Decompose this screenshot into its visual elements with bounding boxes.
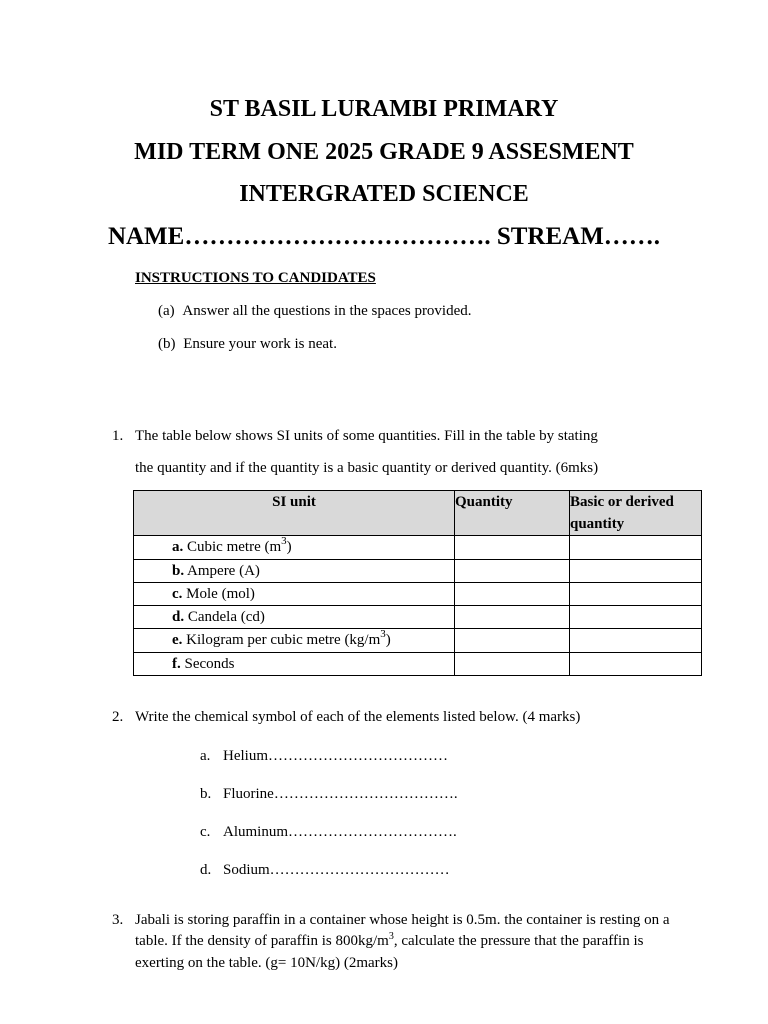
table-header-row bbox=[134, 491, 702, 536]
type-answer-cell[interactable] bbox=[570, 653, 702, 676]
item-letter: b. bbox=[200, 786, 212, 802]
quantity-answer-cell[interactable] bbox=[455, 653, 570, 676]
si-unit-cell bbox=[134, 606, 455, 629]
row-unit: Mole (mol) bbox=[186, 586, 255, 602]
instruction-a bbox=[158, 301, 472, 321]
item-letter: a. bbox=[200, 748, 211, 764]
table-row bbox=[134, 536, 702, 560]
q2-item-c bbox=[200, 822, 457, 842]
table-row bbox=[134, 653, 702, 676]
row-letter: a. bbox=[172, 539, 184, 555]
item-text: Helium……………………………… bbox=[223, 748, 448, 764]
table-row bbox=[134, 560, 702, 583]
instruction-marker: (b) bbox=[158, 336, 176, 352]
instructions-title: INSTRUCTIONS TO CANDIDATES bbox=[135, 270, 376, 286]
table-row bbox=[134, 606, 702, 629]
name-stream-line: NAME………………………………. STREAM……. bbox=[107, 223, 661, 250]
row-unit: Ampere (A) bbox=[187, 563, 260, 579]
row-unit: Seconds bbox=[184, 656, 235, 672]
row-letter: e. bbox=[172, 632, 183, 648]
item-text: Aluminum……………………………. bbox=[223, 824, 457, 840]
item-text: Sodium……………………………… bbox=[223, 862, 450, 878]
item-letter: d. bbox=[200, 862, 212, 878]
q1-number: 1. bbox=[112, 428, 124, 444]
row-letter: f. bbox=[172, 656, 181, 672]
row-unit-tail: ) bbox=[385, 632, 391, 648]
instruction-marker: (a) bbox=[158, 303, 175, 319]
quantity-answer-cell[interactable] bbox=[455, 560, 570, 583]
q2-number: 2. bbox=[112, 709, 124, 725]
item-text: Fluorine………………………………. bbox=[223, 786, 458, 802]
header-quantity: Quantity bbox=[455, 491, 570, 536]
q2-text: Write the chemical symbol of each of the elements listed below. (4 marks) bbox=[135, 709, 581, 725]
row-letter: d. bbox=[172, 609, 185, 625]
q2-item-a bbox=[200, 746, 448, 766]
item-letter: c. bbox=[200, 824, 211, 840]
q3-text-part2: , calculate the pressure that the paraffin is exerting on the table. (g= 10N/kg) (2marks) bbox=[135, 933, 644, 971]
si-unit-cell bbox=[134, 629, 455, 653]
q1-text-line1: The table below shows SI units of some quantities. Fill in the table by stating bbox=[135, 428, 598, 444]
header-basic-or-derived: Basic or derived quantity bbox=[570, 491, 702, 536]
type-answer-cell[interactable] bbox=[570, 629, 702, 653]
type-answer-cell[interactable] bbox=[570, 606, 702, 629]
si-unit-cell bbox=[134, 653, 455, 676]
quantity-answer-cell[interactable] bbox=[455, 536, 570, 560]
row-letter: b. bbox=[172, 563, 185, 579]
si-unit-cell bbox=[134, 560, 455, 583]
si-unit-cell bbox=[134, 583, 455, 606]
quantity-answer-cell[interactable] bbox=[455, 629, 570, 653]
row-unit: Cubic metre (m bbox=[187, 539, 282, 555]
type-answer-cell[interactable] bbox=[570, 560, 702, 583]
instruction-text: Answer all the questions in the spaces provided. bbox=[182, 303, 472, 319]
instruction-b bbox=[158, 334, 337, 354]
row-unit-superscript: 3 bbox=[380, 628, 386, 640]
exam-title: MID TERM ONE 2025 GRADE 9 ASSESMENT bbox=[134, 139, 634, 165]
school-name: ST BASIL LURAMBI PRIMARY bbox=[209, 96, 559, 122]
header-si-unit: SI unit bbox=[134, 491, 455, 536]
type-answer-cell[interactable] bbox=[570, 583, 702, 606]
q3-text-part1: Jabali is storing paraffin in a container whose height is 0.5m. the container is resting on a table. If the density of paraffin is 800kg/m bbox=[135, 912, 670, 949]
quantity-answer-cell[interactable] bbox=[455, 583, 570, 606]
q2-item-d bbox=[200, 860, 450, 880]
q2-item-b bbox=[200, 784, 458, 804]
row-unit-superscript: 3 bbox=[281, 535, 287, 547]
table-row bbox=[134, 629, 702, 653]
row-unit: Kilogram per cubic metre (kg/m bbox=[186, 632, 381, 648]
table-row bbox=[134, 583, 702, 606]
row-unit: Candela (cd) bbox=[187, 609, 265, 625]
type-answer-cell[interactable] bbox=[570, 536, 702, 560]
q3-number: 3. bbox=[112, 912, 124, 928]
si-units-table bbox=[133, 490, 702, 676]
q3-superscript: 3 bbox=[388, 931, 394, 942]
subject-title: INTERGRATED SCIENCE bbox=[239, 181, 529, 207]
row-unit-tail: ) bbox=[286, 539, 292, 555]
si-unit-cell bbox=[134, 536, 455, 560]
quantity-answer-cell[interactable] bbox=[455, 606, 570, 629]
q3-text bbox=[135, 910, 695, 974]
row-letter: c. bbox=[172, 586, 183, 602]
instruction-text: Ensure your work is neat. bbox=[183, 336, 337, 352]
q1-text-line2: the quantity and if the quantity is a basic quantity or derived quantity. (6mks) bbox=[135, 460, 599, 476]
